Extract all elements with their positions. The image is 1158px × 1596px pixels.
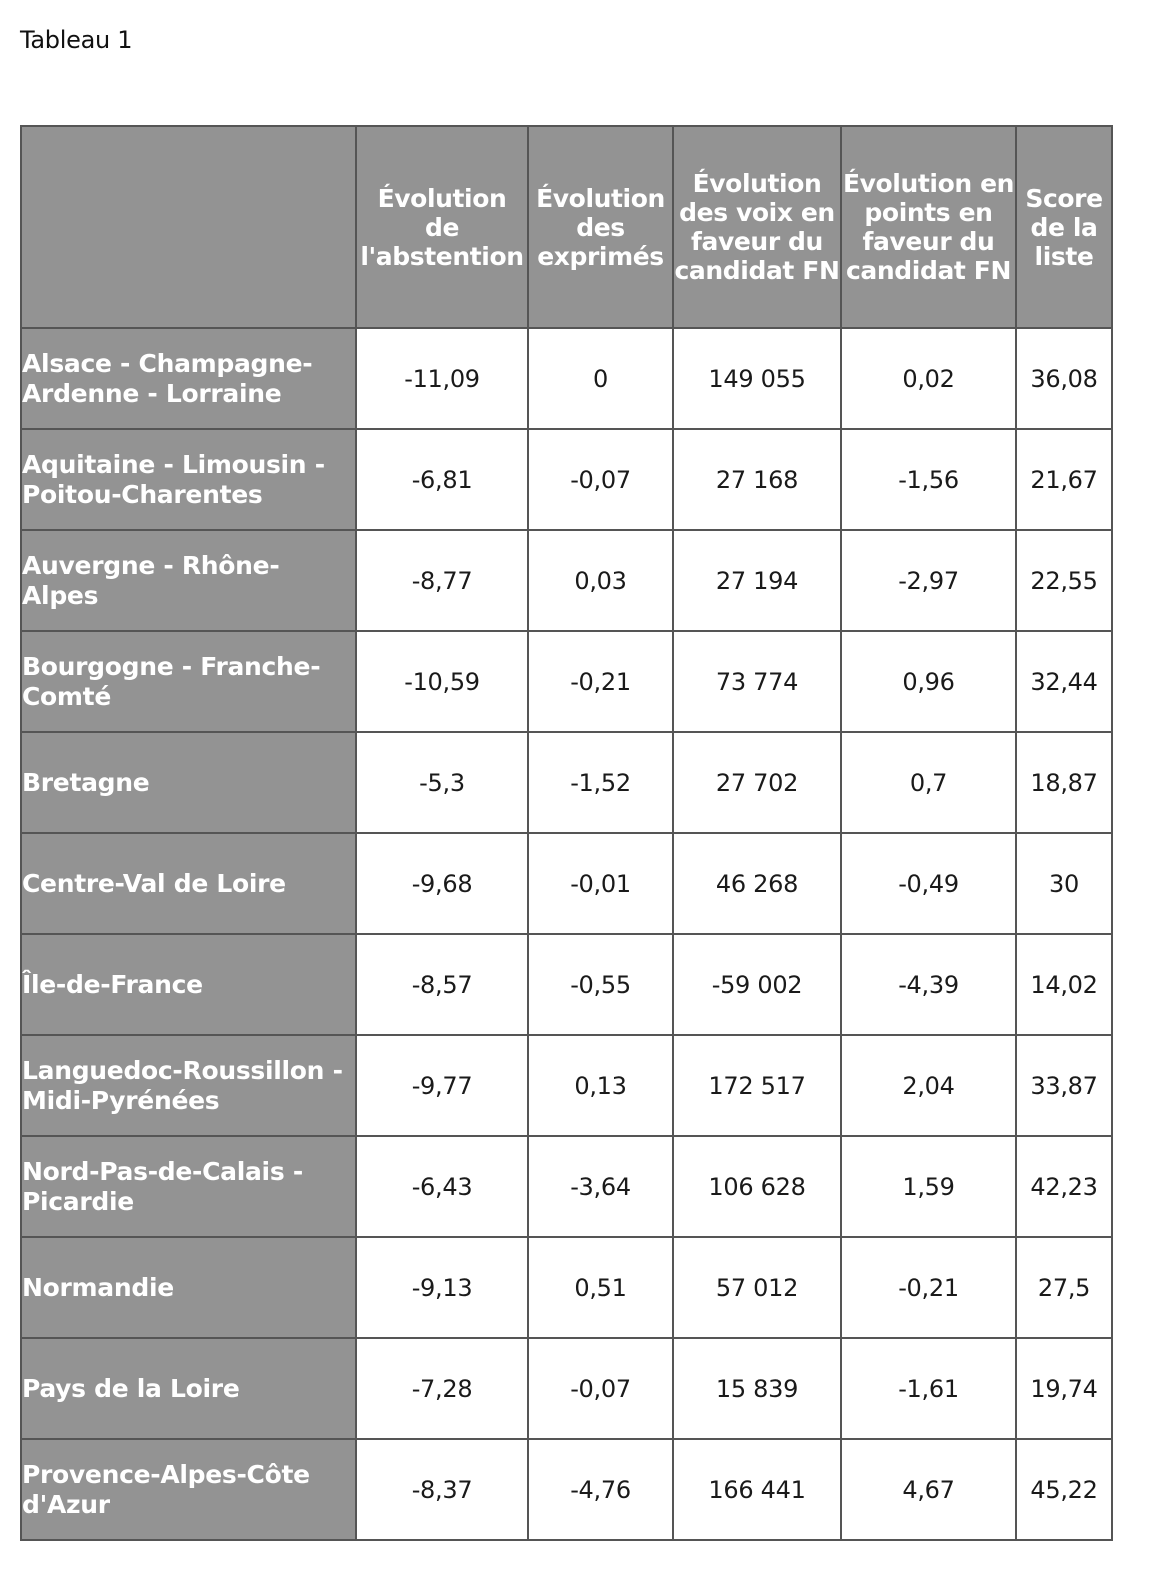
table-row <box>21 833 1112 934</box>
header-abstention: Évolution de l'abstention <box>356 126 528 328</box>
cell-abstention: -8,57 <box>356 934 528 1035</box>
row-region-label: Île-de-France <box>21 934 356 1035</box>
cell-exprimes: 0,13 <box>528 1035 673 1136</box>
cell-abstention: -9,77 <box>356 1035 528 1136</box>
cell-abstention: -10,59 <box>356 631 528 732</box>
row-region-label: Pays de la Loire <box>21 1338 356 1439</box>
cell-exprimes: -0,21 <box>528 631 673 732</box>
cell-abstention: -7,28 <box>356 1338 528 1439</box>
row-region-label: Centre-Val de Loire <box>21 833 356 934</box>
table-row <box>21 429 1112 530</box>
cell-score: 30 <box>1016 833 1112 934</box>
cell-voix-fn: 27 168 <box>673 429 841 530</box>
cell-exprimes: -0,55 <box>528 934 673 1035</box>
cell-score: 33,87 <box>1016 1035 1112 1136</box>
row-region-label: Bourgogne - Franche-Comté <box>21 631 356 732</box>
table-row <box>21 732 1112 833</box>
cell-abstention: -5,3 <box>356 732 528 833</box>
cell-points-fn: 0,96 <box>841 631 1016 732</box>
table-row <box>21 1237 1112 1338</box>
cell-abstention: -9,68 <box>356 833 528 934</box>
table-row <box>21 1338 1112 1439</box>
cell-voix-fn: 27 702 <box>673 732 841 833</box>
cell-abstention: -6,81 <box>356 429 528 530</box>
cell-abstention: -8,37 <box>356 1439 528 1540</box>
data-table <box>20 125 1113 1541</box>
cell-points-fn: -1,56 <box>841 429 1016 530</box>
cell-score: 22,55 <box>1016 530 1112 631</box>
cell-abstention: -6,43 <box>356 1136 528 1237</box>
header-voix-fn: Évolution des voix en faveur du candidat FN <box>673 126 841 328</box>
row-region-label: Normandie <box>21 1237 356 1338</box>
cell-points-fn: 0,7 <box>841 732 1016 833</box>
cell-points-fn: -0,49 <box>841 833 1016 934</box>
cell-score: 14,02 <box>1016 934 1112 1035</box>
cell-points-fn: -4,39 <box>841 934 1016 1035</box>
cell-score: 27,5 <box>1016 1237 1112 1338</box>
cell-voix-fn: 172 517 <box>673 1035 841 1136</box>
row-region-label: Auvergne - Rhône-Alpes <box>21 530 356 631</box>
cell-voix-fn: 15 839 <box>673 1338 841 1439</box>
table-row <box>21 328 1112 429</box>
cell-voix-fn: 166 441 <box>673 1439 841 1540</box>
cell-points-fn: 0,02 <box>841 328 1016 429</box>
cell-score: 45,22 <box>1016 1439 1112 1540</box>
cell-points-fn: 2,04 <box>841 1035 1016 1136</box>
cell-exprimes: -0,07 <box>528 1338 673 1439</box>
cell-score: 42,23 <box>1016 1136 1112 1237</box>
cell-points-fn: 4,67 <box>841 1439 1016 1540</box>
table-row <box>21 934 1112 1035</box>
cell-score: 18,87 <box>1016 732 1112 833</box>
row-region-label: Bretagne <box>21 732 356 833</box>
cell-score: 32,44 <box>1016 631 1112 732</box>
cell-points-fn: -0,21 <box>841 1237 1016 1338</box>
cell-score: 36,08 <box>1016 328 1112 429</box>
cell-exprimes: -3,64 <box>528 1136 673 1237</box>
cell-voix-fn: 46 268 <box>673 833 841 934</box>
header-score: Score de la liste <box>1016 126 1112 328</box>
table-row <box>21 1439 1112 1540</box>
header-points-fn: Évolution en points en faveur du candidat FN <box>841 126 1016 328</box>
cell-voix-fn: 27 194 <box>673 530 841 631</box>
row-region-label: Languedoc-Roussillon - Midi-Pyrénées <box>21 1035 356 1136</box>
cell-exprimes: -4,76 <box>528 1439 673 1540</box>
cell-exprimes: 0 <box>528 328 673 429</box>
row-region-label: Aquitaine - Limousin - Poitou-Charentes <box>21 429 356 530</box>
row-region-label: Provence-Alpes-Côte d'Azur <box>21 1439 356 1540</box>
header-corner-cell <box>21 126 356 328</box>
table-row <box>21 530 1112 631</box>
cell-voix-fn: 73 774 <box>673 631 841 732</box>
cell-voix-fn: -59 002 <box>673 934 841 1035</box>
cell-abstention: -11,09 <box>356 328 528 429</box>
table-row <box>21 1136 1112 1237</box>
table-body <box>21 328 1112 1540</box>
cell-abstention: -8,77 <box>356 530 528 631</box>
table-row <box>21 1035 1112 1136</box>
cell-voix-fn: 106 628 <box>673 1136 841 1237</box>
cell-abstention: -9,13 <box>356 1237 528 1338</box>
row-region-label: Alsace - Champagne-Ardenne - Lorraine <box>21 328 356 429</box>
cell-score: 19,74 <box>1016 1338 1112 1439</box>
cell-points-fn: -1,61 <box>841 1338 1016 1439</box>
cell-exprimes: -1,52 <box>528 732 673 833</box>
table-header-row <box>21 126 1112 328</box>
header-exprimes: Évolution des exprimés <box>528 126 673 328</box>
cell-exprimes: -0,07 <box>528 429 673 530</box>
cell-voix-fn: 57 012 <box>673 1237 841 1338</box>
cell-exprimes: -0,01 <box>528 833 673 934</box>
cell-points-fn: -2,97 <box>841 530 1016 631</box>
cell-voix-fn: 149 055 <box>673 328 841 429</box>
cell-exprimes: 0,51 <box>528 1237 673 1338</box>
row-region-label: Nord-Pas-de-Calais - Picardie <box>21 1136 356 1237</box>
cell-exprimes: 0,03 <box>528 530 673 631</box>
cell-points-fn: 1,59 <box>841 1136 1016 1237</box>
page-title: Tableau 1 <box>20 26 133 54</box>
cell-score: 21,67 <box>1016 429 1112 530</box>
table-row <box>21 631 1112 732</box>
